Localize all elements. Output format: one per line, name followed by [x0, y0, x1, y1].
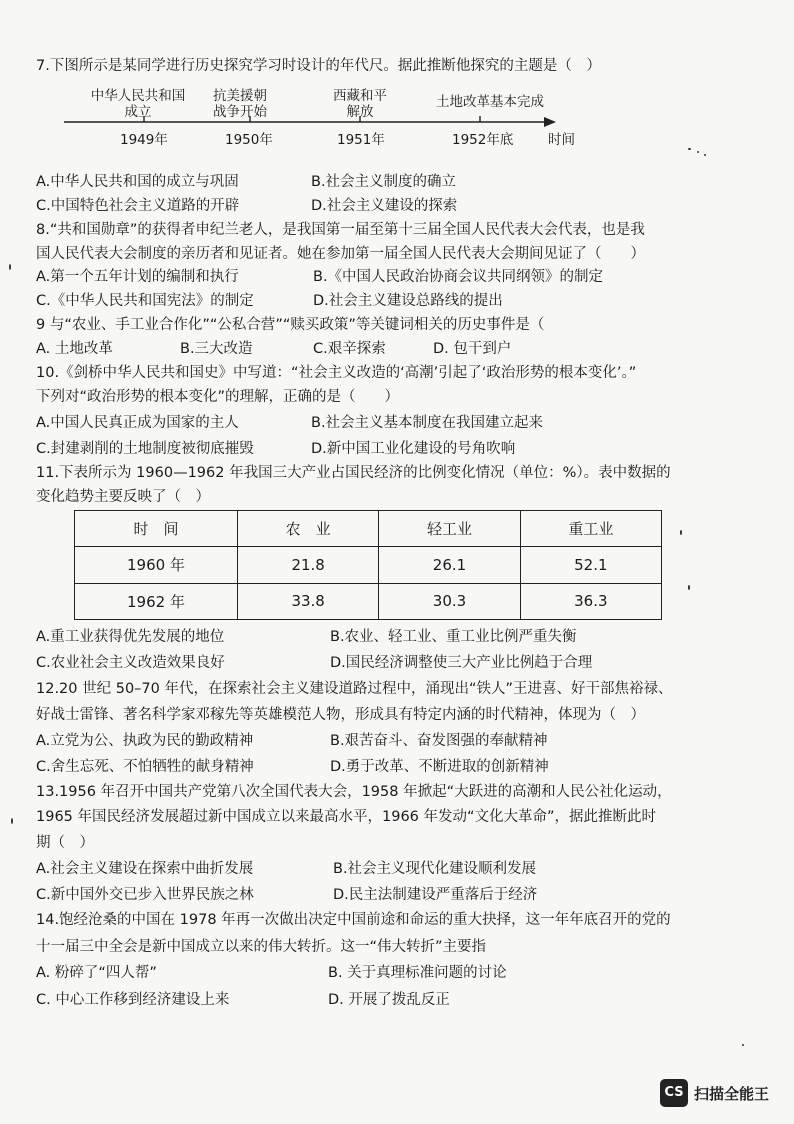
- q13-stem-line3: 期（ ）: [36, 835, 94, 851]
- q13-option-c: C.新中国外交已步入世界民族之林: [36, 887, 254, 903]
- timeline-event-1: 中华人民共和国 成立: [90, 88, 186, 120]
- table-header-cell: 农 业: [238, 511, 379, 547]
- q14-stem-line1: 14.饱经沧桑的中国在 1978 年再一次做出决定中国前途和命运的重大抉择，这一年年底召开的党的: [36, 912, 671, 928]
- table-header-row: [75, 511, 662, 547]
- q12-option-c: C.舍生忘死、不怕牺牲的献身精神: [36, 759, 254, 775]
- q7-option-a: A.中华人民共和国的成立与巩固: [36, 174, 239, 190]
- timeline-year-3: 1951年: [337, 132, 385, 148]
- q12-option-a: A.立党为公、执政为民的勤政精神: [36, 733, 254, 749]
- q12-option-b: B.艰苦奋斗、奋发图强的奉献精神: [330, 733, 548, 749]
- q9-option-a: A. 土地改革: [36, 341, 113, 357]
- scan-speck: [11, 818, 13, 824]
- timeline-year-2: 1950年: [225, 132, 273, 148]
- q8-option-c: C.《中华人民共和国宪法》的制定: [36, 293, 254, 309]
- q8-option-b: B.《中国人民政治协商会议共同纲领》的制定: [313, 269, 604, 285]
- scan-speck: [680, 530, 682, 535]
- q14-stem-line2: 十一届三中全会是新中国成立以来的伟大转折。这一“伟大转折”主要指: [36, 939, 487, 955]
- q11-option-d: D.国民经济调整使三大产业比例趋于合理: [330, 655, 593, 671]
- q12-option-d: D.勇于改革、不断进取的创新精神: [330, 759, 549, 775]
- q9-option-b: B.三大改造: [180, 341, 253, 357]
- q9-option-c: C.艰辛探索: [313, 341, 386, 357]
- scan-speck: [688, 148, 691, 150]
- table-cell: 1960 年: [75, 547, 238, 583]
- q10-option-d: D.新中国工业化建设的号角吹响: [311, 441, 516, 457]
- q7-stem: 7.下图所示是某同学进行历史探究学习时设计的年代尺。据此推断他探究的主题是（ ）: [36, 58, 601, 74]
- table-cell: 33.8: [238, 583, 379, 619]
- q11-stem-line2: 变化趋势主要反映了（ ）: [36, 489, 210, 505]
- q12-stem-line1: 12.20 世纪 50–70 年代，在探索社会主义建设道路过程中，涌现出“铁人”王进喜、好干部焦裕禄、: [36, 681, 673, 697]
- timeline-axis-label: 时间: [548, 132, 575, 148]
- q11-option-b: B.农业、轻工业、重工业比例严重失衡: [330, 629, 577, 645]
- q14-option-a: A. 粉碎了“四人帮”: [36, 965, 157, 981]
- table-cell: 26.1: [379, 547, 520, 583]
- q10-option-c: C.封建剥削的土地制度被彻底摧毁: [36, 441, 254, 457]
- q13-stem-line1: 13.1956 年召开中国共产党第八次全国代表大会，1958 年掀起“大跃进的高潮和人民公社化运动，: [36, 784, 672, 800]
- q8-option-d: D.社会主义建设总路线的提出: [313, 293, 503, 309]
- q14-option-b: B. 关于真理标准问题的讨论: [328, 965, 507, 981]
- q14-option-d: D. 开展了拨乱反正: [328, 992, 450, 1008]
- table-row: [75, 583, 662, 619]
- q13-option-d: D.民主法制建设严重落后于经济: [333, 887, 538, 903]
- q7-option-c: C.中国特色社会主义道路的开辟: [36, 198, 240, 214]
- table-cell: 21.8: [238, 547, 379, 583]
- scan-speck: [697, 151, 699, 153]
- table-cell: 36.3: [520, 583, 661, 619]
- table-header-cell: 时 间: [75, 511, 238, 547]
- scan-speck: [9, 264, 11, 270]
- q9-stem: 9 与“农业、手工业合作化”“公私合营”“赎买政策”等关键词相关的历史事件是（: [36, 317, 545, 333]
- table-header-cell: 轻工业: [379, 511, 520, 547]
- table-cell: 52.1: [520, 547, 661, 583]
- q13-option-a: A.社会主义建设在探索中曲折发展: [36, 861, 254, 877]
- q8-option-a: A.第一个五年计划的编制和执行: [36, 269, 239, 285]
- q10-stem-line2: 下列对“政治形势的根本变化”的理解，正确的是（ ）: [36, 389, 400, 405]
- camscanner-logo: CS: [660, 1079, 688, 1107]
- table-cell: 30.3: [379, 583, 520, 619]
- timeline-year-1: 1949年: [120, 132, 168, 148]
- camscanner-brand: 扫描全能王: [694, 1085, 770, 1103]
- table-header-cell: 重工业: [520, 511, 661, 547]
- q11-stem-line1: 11.下表所示为 1960—1962 年我国三大产业占国民经济的比例变化情况（单位：%）。表中数据的: [36, 465, 671, 481]
- timeline-event-4: 土地改革基本完成: [436, 94, 544, 110]
- q13-stem-line2: 1965 年国民经济发展超过新中国成立以来最高水平，1966 年发动“文化大革命”，据此推断此时: [36, 809, 657, 825]
- q10-option-b: B.社会主义基本制度在我国建立起来: [311, 415, 544, 431]
- scan-speck: [742, 1044, 744, 1046]
- timeline-event-2: 抗美援朝 战争开始: [213, 88, 267, 120]
- timeline-year-4: 1952年底: [452, 132, 514, 148]
- table-row: [75, 547, 662, 583]
- q9-option-d: D. 包干到户: [433, 341, 512, 357]
- q13-option-b: B.社会主义现代化建设顺利发展: [333, 861, 537, 877]
- q11-option-a: A.重工业获得优先发展的地位: [36, 629, 225, 645]
- q8-stem-line2: 国人民代表大会制度的亲历者和见证者。她在参加第一届全国人民代表大会期间见证了（ ）: [36, 246, 645, 262]
- q7-option-d: D.社会主义建设的探索: [311, 198, 458, 214]
- economy-table: [74, 510, 662, 620]
- q10-stem-line1: 10.《剑桥中华人民共和国史》中写道：“社会主义改造的‘高潮’引起了‘政治形势的根本变化’。”: [36, 365, 637, 381]
- table-cell: 1962 年: [75, 583, 238, 619]
- scan-speck: [704, 154, 706, 156]
- q10-option-a: A.中国人民真正成为国家的主人: [36, 415, 239, 431]
- scan-speck: [688, 585, 690, 590]
- timeline-event-3: 西藏和平 解放: [333, 88, 387, 120]
- q8-stem-line1: 8.“共和国勋章”的获得者申纪兰老人，是我国第一届至第十三届全国人民代表大会代表，也是我: [36, 222, 645, 238]
- q14-option-c: C. 中心工作移到经济建设上来: [36, 992, 230, 1008]
- q11-option-c: C.农业社会主义改造效果良好: [36, 655, 225, 671]
- q7-option-b: B.社会主义制度的确立: [311, 174, 457, 190]
- q12-stem-line2: 好战士雷锋、著名科学家邓稼先等英雄模范人物，形成具有特定内涵的时代精神，体现为（ ）: [36, 707, 645, 723]
